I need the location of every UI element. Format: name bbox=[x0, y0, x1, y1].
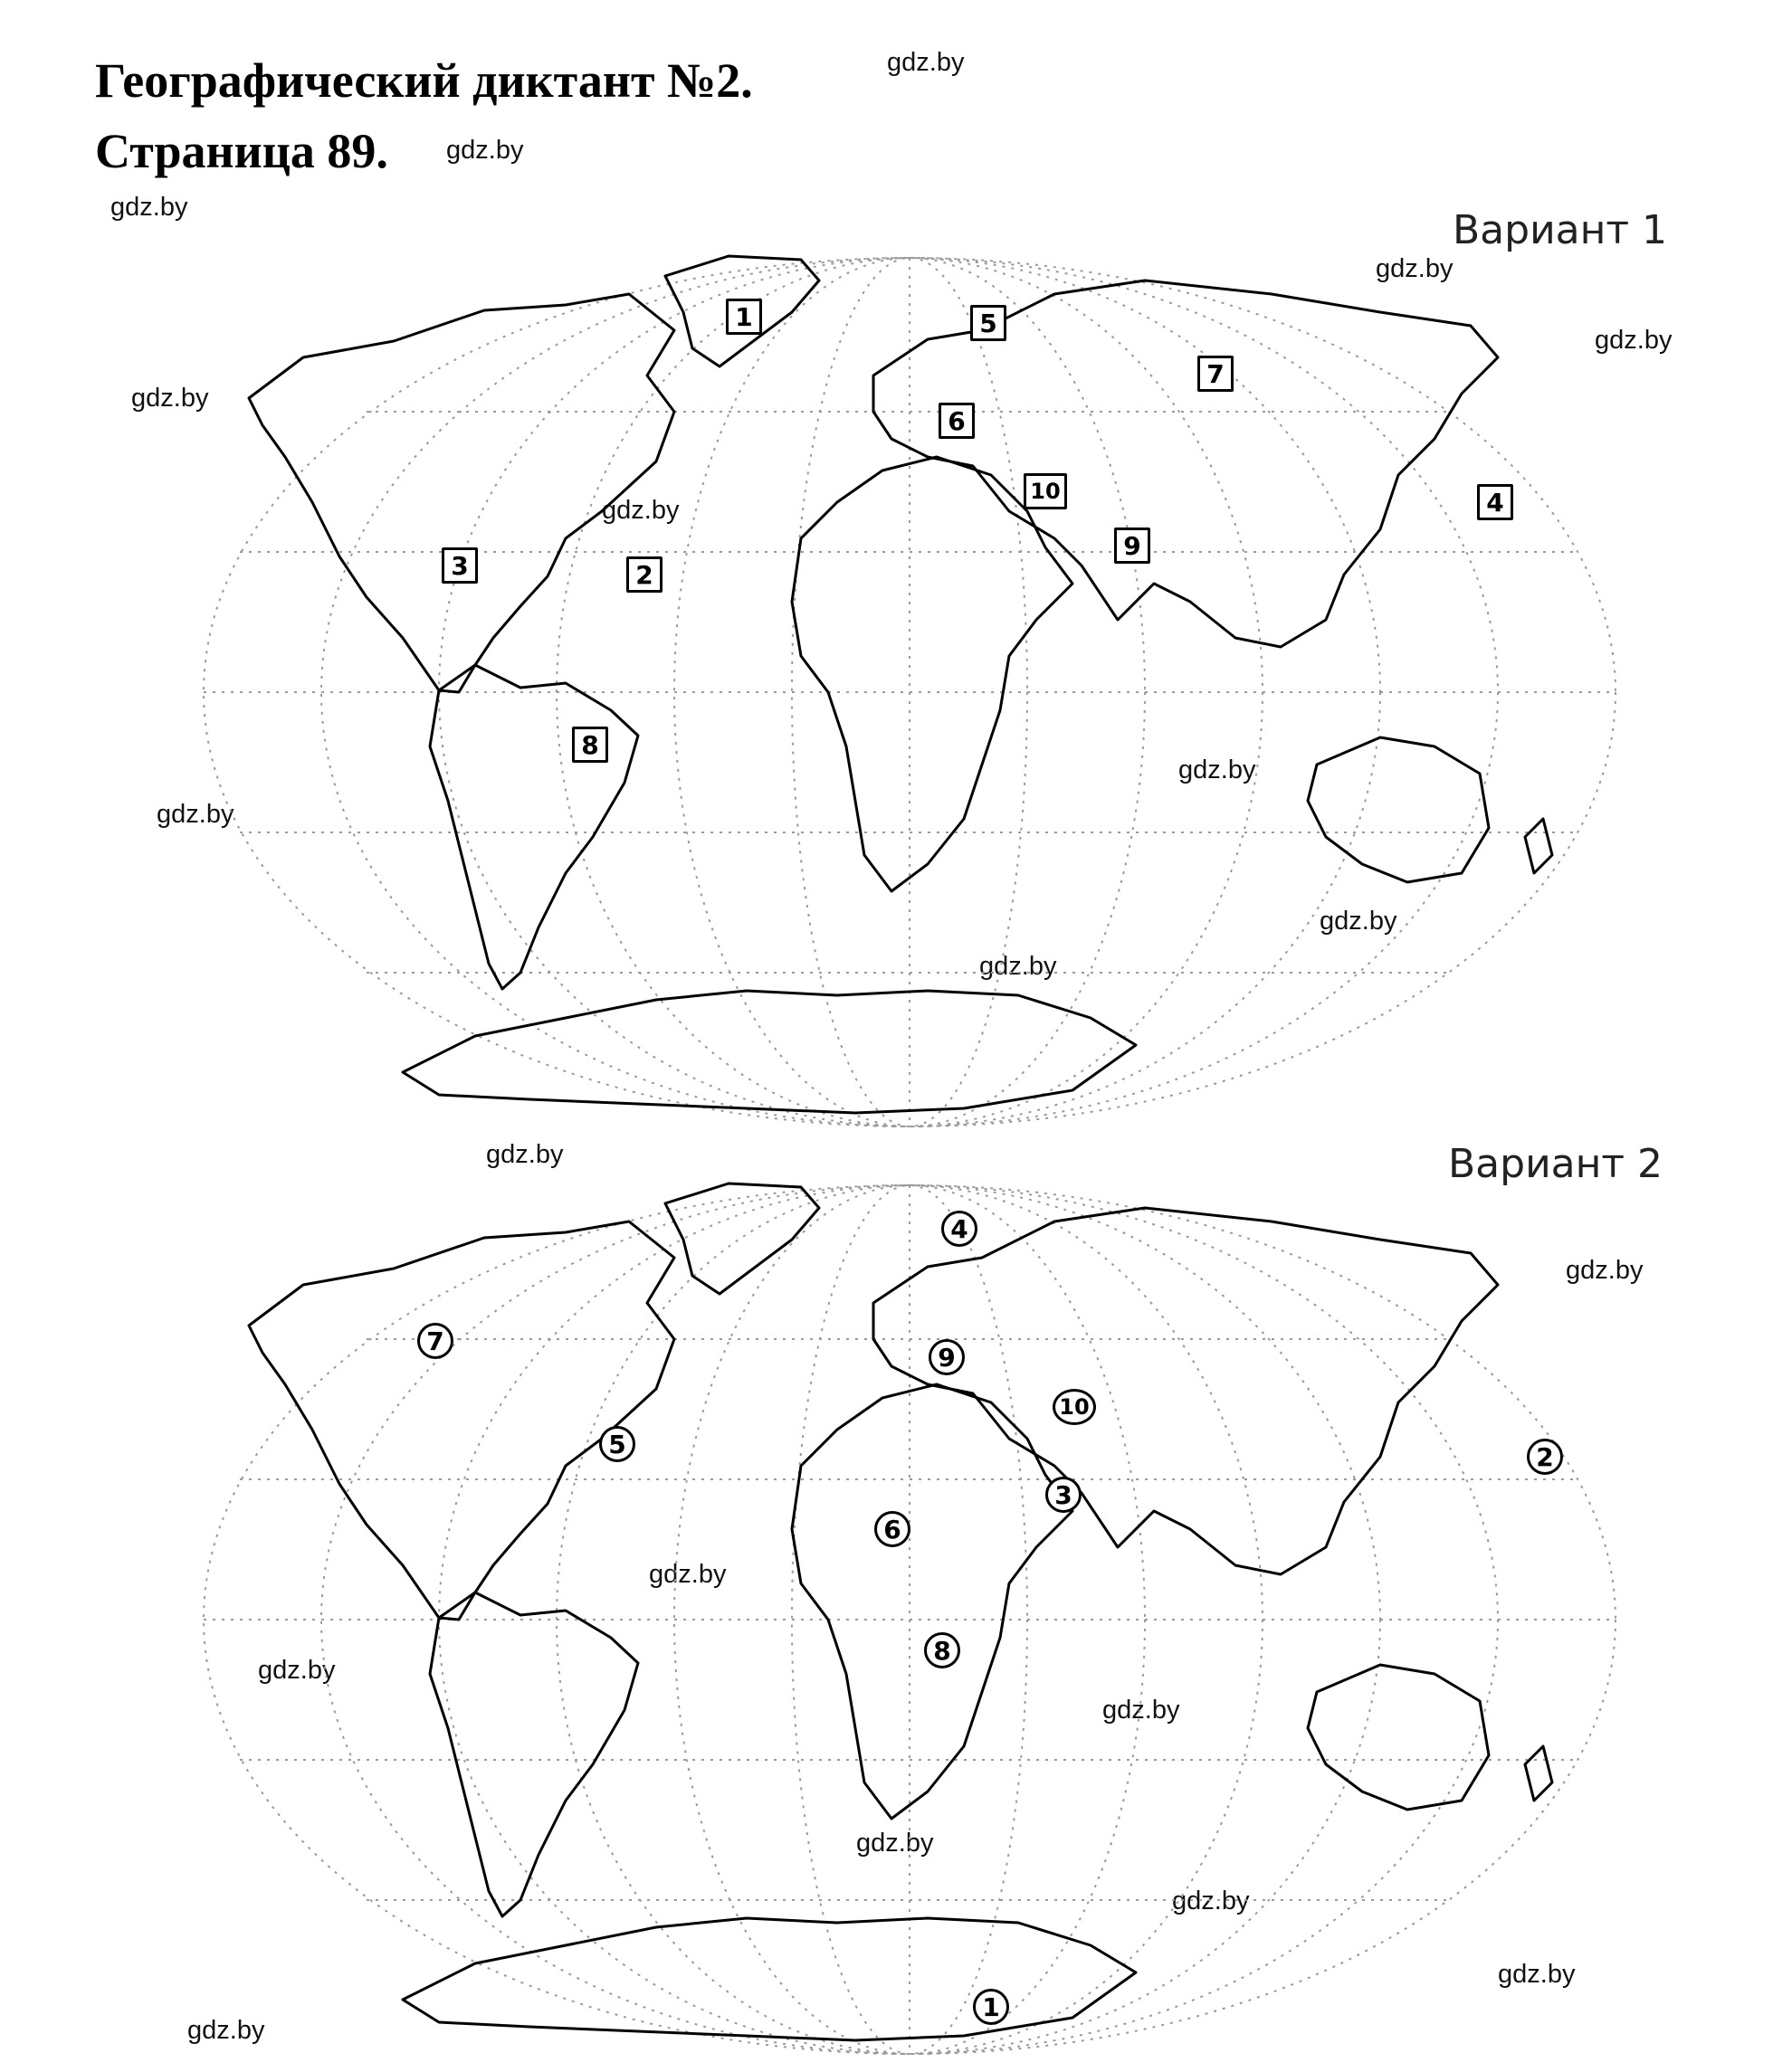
map1-marker-5: 5 bbox=[970, 305, 1006, 341]
watermark: gdz.by bbox=[602, 496, 680, 525]
map1-marker-3: 3 bbox=[442, 547, 478, 584]
map1-marker-1: 1 bbox=[726, 299, 762, 335]
watermark: gdz.by bbox=[187, 2016, 265, 2045]
page-title: Географический диктант №2. bbox=[95, 53, 753, 108]
watermark: gdz.by bbox=[1178, 756, 1256, 784]
map2-marker-10: 10 bbox=[1053, 1389, 1096, 1425]
watermark: gdz.by bbox=[258, 1656, 336, 1685]
map1-marker-6: 6 bbox=[939, 403, 975, 439]
watermark: gdz.by bbox=[446, 136, 524, 165]
watermark: gdz.by bbox=[887, 48, 965, 77]
map2-marker-5: 5 bbox=[599, 1426, 635, 1462]
watermark: gdz.by bbox=[486, 1140, 564, 1169]
map2-marker-1: 1 bbox=[973, 1989, 1009, 2025]
watermark: gdz.by bbox=[979, 952, 1057, 981]
watermark: gdz.by bbox=[157, 800, 234, 829]
map1-marker-8: 8 bbox=[572, 727, 608, 763]
watermark: gdz.by bbox=[1172, 1887, 1250, 1915]
watermark: gdz.by bbox=[110, 193, 188, 222]
map1-marker-4: 4 bbox=[1477, 484, 1513, 520]
watermark: gdz.by bbox=[1595, 326, 1673, 355]
map1-marker-7: 7 bbox=[1197, 356, 1234, 392]
map2-marker-2: 2 bbox=[1527, 1439, 1563, 1475]
watermark: gdz.by bbox=[131, 384, 209, 413]
variant-1-label: Вариант 1 bbox=[1453, 207, 1668, 253]
map2-marker-7: 7 bbox=[417, 1323, 453, 1359]
watermark: gdz.by bbox=[1102, 1696, 1180, 1725]
world-outline-map bbox=[95, 1167, 1724, 2072]
map2-marker-4: 4 bbox=[941, 1211, 977, 1247]
map1-marker-2: 2 bbox=[626, 556, 662, 593]
map1-marker-10: 10 bbox=[1024, 473, 1067, 509]
world-outline-map bbox=[95, 240, 1724, 1145]
watermark: gdz.by bbox=[1376, 254, 1454, 283]
map2-marker-3: 3 bbox=[1045, 1477, 1082, 1513]
map2-marker-6: 6 bbox=[874, 1511, 910, 1547]
world-map-variant-1 bbox=[95, 240, 1724, 1145]
watermark: gdz.by bbox=[856, 1829, 934, 1858]
variant-2-label: Вариант 2 bbox=[1448, 1141, 1663, 1187]
watermark: gdz.by bbox=[1566, 1256, 1644, 1285]
watermark: gdz.by bbox=[649, 1560, 727, 1589]
watermark: gdz.by bbox=[1498, 1960, 1576, 1989]
map1-marker-9: 9 bbox=[1114, 528, 1150, 564]
world-map-variant-2 bbox=[95, 1167, 1724, 2072]
map2-marker-8: 8 bbox=[924, 1632, 960, 1668]
map2-marker-9: 9 bbox=[929, 1339, 965, 1375]
watermark: gdz.by bbox=[1320, 907, 1397, 936]
page-subtitle: Страница 89. bbox=[95, 124, 388, 178]
